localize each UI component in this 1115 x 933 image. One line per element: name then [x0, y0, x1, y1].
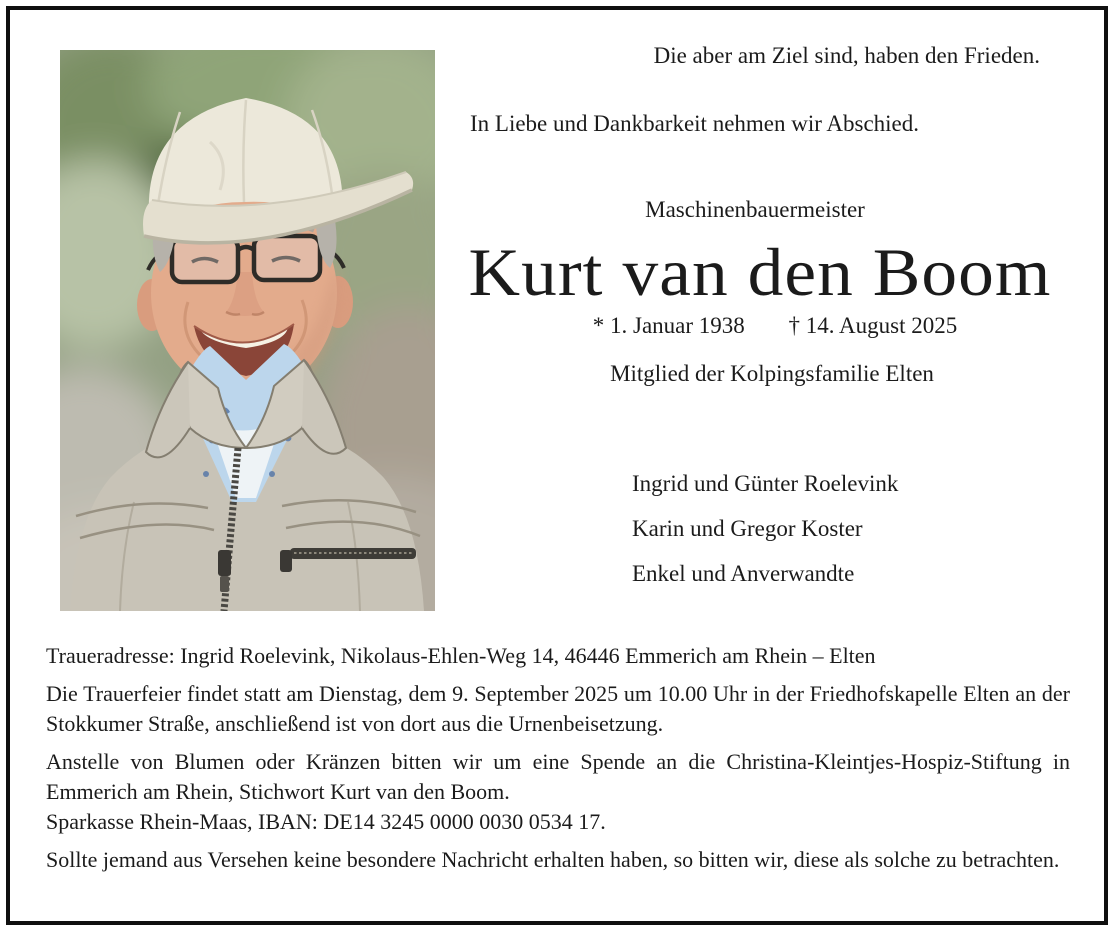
donation-text: Anstelle von Blumen oder Kränzen bitten wir um eine Spende an die Christina-Kleintjes-Hospiz-Stiftung in Emmerich am Rhein, Stichwort Kurt van den Boom.: [46, 749, 1070, 804]
donation-info: [46, 747, 1070, 837]
portrait-photo: [60, 50, 435, 611]
farewell-line: In Liebe und Dankbarkeit nehmen wir Abschied.: [470, 111, 920, 136]
funeral-info: Die Trauerfeier findet statt am Dienstag, dem 9. September 2025 um 10.00 Uhr in der Friedhofskapelle Elten an der Stokkumer Straße, anschließend ist von dort aus die Urnenbeisetzung.: [46, 681, 1070, 736]
bank-line: Sparkasse Rhein-Maas, IBAN: DE14 3245 0000 0030 0534 17.: [46, 809, 606, 834]
mourner-line: Ingrid und Günter Roelevink: [632, 471, 899, 496]
profession-title: Maschinenbauermeister: [645, 197, 865, 222]
birth-date: * 1. Januar 1938: [592, 313, 745, 338]
mourner-line: Enkel und Anverwandte: [632, 561, 855, 586]
life-dates: [470, 311, 1080, 341]
mourner-line: Karin und Gregor Koster: [632, 516, 863, 541]
closing-note: Sollte jemand aus Versehen keine besondere Nachricht erhalten haben, so bitten wir, diese als solche zu betrachten.: [46, 847, 1060, 872]
membership-line: Mitglied der Kolpingsfamilie Elten: [610, 361, 934, 386]
obituary-notice: [6, 6, 1108, 925]
deceased-name: Kurt van den Boom: [468, 234, 1052, 310]
death-date: † 14. August 2025: [788, 313, 958, 338]
epigraph-quote: Die aber am Ziel sind, haben den Frieden.: [653, 43, 1040, 68]
mourning-address: Traueradresse: Ingrid Roelevink, Nikolaus-Ehlen-Weg 14, 46446 Emmerich am Rhein – Elten: [46, 643, 876, 668]
mourners-list: [632, 461, 898, 596]
details-block: [46, 641, 1070, 875]
